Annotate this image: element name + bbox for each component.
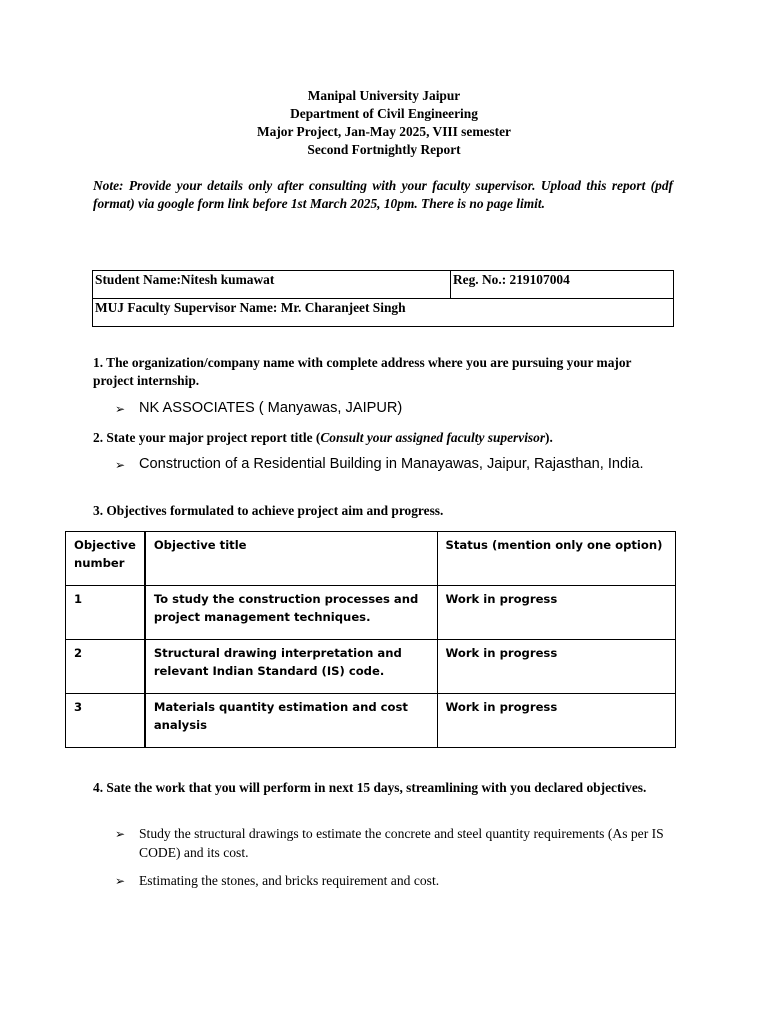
question-1: 1. The organization/company name with complete address where you are pursuing your major project internship.	[93, 355, 632, 388]
question-3: 3. Objectives formulated to achieve project aim and progress.	[93, 503, 444, 518]
header-objective-title: Objective title	[145, 532, 437, 586]
question-2	[93, 429, 675, 447]
header-status: Status (mention only one option)	[437, 532, 676, 586]
plan-text: Estimating the stones, and bricks requirement and cost.	[139, 873, 440, 888]
table-row	[66, 640, 676, 694]
table-header-row	[66, 532, 676, 586]
department-name: Department of Civil Engineering	[290, 106, 478, 121]
arrow-bullet-icon: ➢	[115, 874, 126, 888]
question-emphasis: Consult your assigned faculty supervisor	[320, 430, 546, 445]
submission-note: Note: Provide your details only after consulting with your faculty supervisor. Upload this report (pdf format) via google form link before 1st March 2025, 10pm. There is no page limit.	[93, 178, 673, 211]
plan-text: Study the structural drawings to estimate the concrete and steel quantity requirements (As per IS CODE) and its cost.	[139, 826, 664, 860]
answer-1	[115, 399, 675, 418]
report-header	[0, 87, 768, 159]
plan-bullet-1	[115, 824, 675, 862]
supervisor-cell: MUJ Faculty Supervisor Name: Mr. Charanjeet Singh	[93, 299, 674, 327]
table-row	[93, 299, 674, 327]
question-text: 2. State your major project report title (	[93, 430, 321, 445]
table-row	[66, 586, 676, 640]
objective-title: Materials quantity estimation and cost analysis	[145, 694, 437, 748]
objectives-table	[65, 531, 676, 748]
header-objective-number: Objective number	[66, 532, 145, 586]
objective-number: 2	[66, 640, 145, 694]
objective-number: 3	[66, 694, 145, 748]
reg-no-cell: Reg. No.: 219107004	[451, 271, 674, 299]
plan-bullet-2	[115, 871, 675, 890]
objective-status: Work in progress	[437, 694, 676, 748]
objective-title: Structural drawing interpretation and relevant Indian Standard (IS) code.	[145, 640, 437, 694]
objective-status: Work in progress	[437, 586, 676, 640]
objective-title: To study the construction processes and project management techniques.	[145, 586, 437, 640]
project-term: Major Project, Jan-May 2025, VIII semester	[257, 124, 511, 139]
arrow-bullet-icon: ➢	[115, 827, 126, 841]
question-4: 4. Sate the work that you will perform in next 15 days, streamlining with you declared objectives.	[93, 780, 647, 795]
student-info-table	[92, 270, 674, 327]
objective-number: 1	[66, 586, 145, 640]
student-name-cell: Student Name:Nitesh kumawat	[93, 271, 451, 299]
question-text-end: ).	[545, 430, 553, 445]
table-row	[93, 271, 674, 299]
answer-text: Construction of a Residential Building in Manayawas, Jaipur, Rajasthan, India.	[139, 456, 644, 472]
answer-2	[115, 455, 675, 474]
arrow-bullet-icon: ➢	[115, 402, 126, 416]
objective-status: Work in progress	[437, 640, 676, 694]
table-row	[66, 694, 676, 748]
university-name: Manipal University Jaipur	[307, 88, 461, 103]
arrow-bullet-icon: ➢	[115, 458, 126, 472]
answer-text: NK ASSOCIATES ( Manyawas, JAIPUR)	[139, 400, 403, 416]
report-title: Second Fortnightly Report	[307, 142, 461, 157]
